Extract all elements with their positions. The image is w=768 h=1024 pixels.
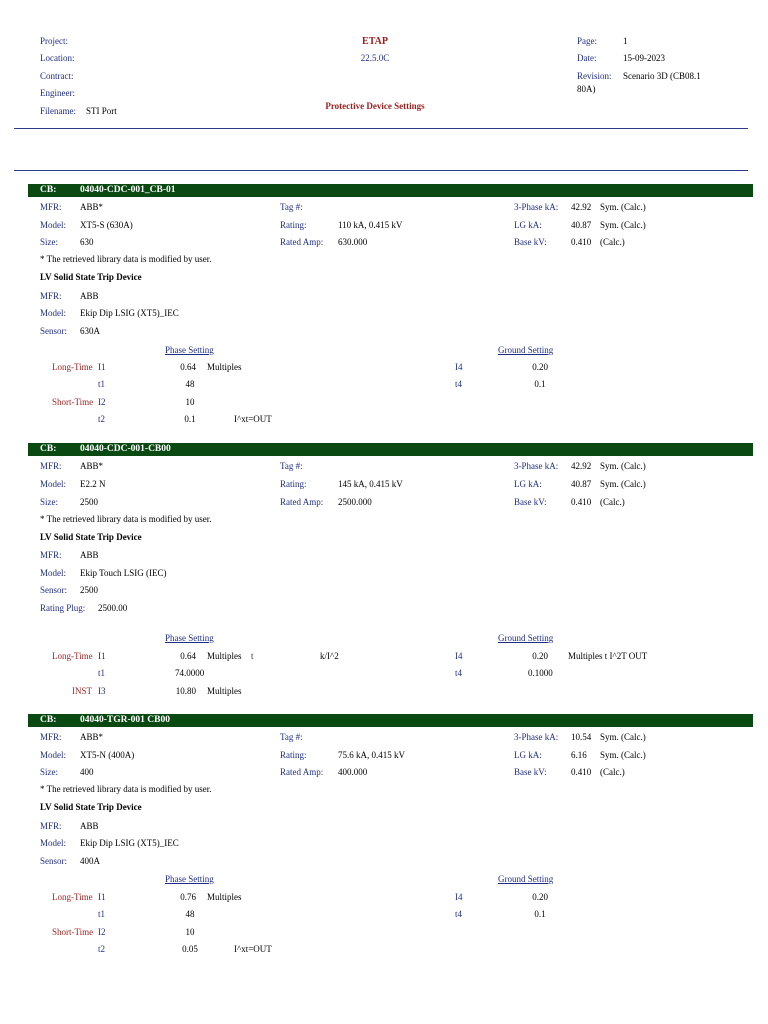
page-value: 1: [623, 36, 628, 46]
lg-note: Sym. (Calc.): [600, 750, 646, 760]
rating-value: 145 kA, 0.415 kV: [338, 479, 403, 489]
trip-mfr-label: MFR:: [40, 291, 62, 301]
date-label: Date:: [577, 53, 597, 63]
rating-label: Rating:: [280, 750, 307, 760]
rating-label: Rating:: [280, 479, 307, 489]
tag-label: Tag #:: [280, 202, 303, 212]
modified-note: * The retrieved library data is modified by user.: [40, 784, 212, 794]
t2-note: I^xt=OUT: [234, 944, 272, 954]
threephase-value: 42.92: [571, 461, 592, 471]
i3-unit: Multiples: [207, 686, 242, 696]
i1-unit: Multiples: [207, 651, 242, 661]
mfr-label: MFR:: [40, 461, 62, 471]
t1-value: 74.0000: [175, 668, 205, 678]
size-value: 630: [80, 237, 94, 247]
cb-label: CB:: [40, 444, 57, 454]
basekv-label: Base kV:: [514, 497, 547, 507]
trip-device-title: LV Solid State Trip Device: [40, 272, 142, 282]
inst-label: INST: [72, 686, 92, 696]
cb-id: 04040-TGR-001 CB00: [80, 715, 170, 725]
threephase-value: 42.92: [571, 202, 592, 212]
t2-note: I^xt=OUT: [234, 414, 272, 424]
cb-header-bar: [28, 714, 753, 727]
cb-id: 04040-CDC-001_CB-01: [80, 185, 176, 195]
lg-label: LG kA:: [514, 479, 542, 489]
size-label: Size:: [40, 767, 58, 777]
t4-label: t4: [455, 909, 463, 919]
threephase-label: 3-Phase kA:: [514, 202, 559, 212]
section-divider: [14, 170, 748, 171]
i2-value: 10: [185, 397, 195, 407]
phase-setting-header: Phase Setting: [165, 345, 214, 355]
i1-curve: k/I^2: [320, 651, 339, 661]
i4-value: 0.20: [532, 651, 548, 661]
i1-unit: Multiples: [207, 892, 242, 902]
i2-value: 10: [185, 927, 195, 937]
lg-value: 6.16: [571, 750, 587, 760]
sensor-label: Sensor:: [40, 856, 67, 866]
rating-plug-label: Rating Plug:: [40, 603, 86, 613]
basekv-note: (Calc.): [600, 767, 625, 777]
t1-label: t1: [98, 668, 106, 678]
engineer-label: Engineer:: [40, 88, 75, 98]
t4-value: 0.1: [534, 909, 546, 919]
i1-t-label: t: [251, 651, 254, 661]
i4-value: 0.20: [532, 362, 548, 372]
trip-mfr-value: ABB: [80, 550, 99, 560]
t1-value: 48: [185, 379, 195, 389]
model-label: Model:: [40, 750, 66, 760]
page-label: Page:: [577, 36, 597, 46]
i2-label: I2: [98, 397, 106, 407]
model-label: Model:: [40, 479, 66, 489]
rated-amp-value: 400.000: [338, 767, 368, 777]
size-value: 2500: [80, 497, 98, 507]
trip-model-label: Model:: [40, 308, 66, 318]
tag-label: Tag #:: [280, 461, 303, 471]
rated-amp-label: Rated Amp:: [280, 767, 324, 777]
basekv-label: Base kV:: [514, 767, 547, 777]
rating-plug-value: 2500.00: [98, 603, 128, 613]
t4-value: 0.1000: [528, 668, 553, 678]
date-value: 15-09-2023: [623, 53, 665, 63]
threephase-note: Sym. (Calc.): [600, 732, 646, 742]
long-time-label: Long-Time: [52, 362, 93, 372]
i4-label: I4: [455, 892, 463, 902]
modified-note: * The retrieved library data is modified by user.: [40, 514, 212, 524]
long-time-label: Long-Time: [52, 892, 93, 902]
trip-model-value: Ekip Dip LSIG (XT5)_IEC: [80, 838, 179, 848]
t1-label: t1: [98, 909, 106, 919]
trip-mfr-label: MFR:: [40, 550, 62, 560]
i3-value: 10.80: [175, 686, 196, 696]
cb-label: CB:: [40, 185, 57, 195]
app-name: ETAP: [362, 36, 388, 47]
cb-id: 04040-CDC-001-CB00: [80, 444, 171, 454]
trip-model-label: Model:: [40, 838, 66, 848]
mfr-label: MFR:: [40, 202, 62, 212]
model-value: XT5-N (400A): [80, 750, 135, 760]
phase-setting-header: Phase Setting: [165, 633, 214, 643]
i1-label: I1: [98, 892, 106, 902]
t2-label: t2: [98, 414, 106, 424]
trip-device-title: LV Solid State Trip Device: [40, 532, 142, 542]
project-label: Project:: [40, 36, 68, 46]
i4-label: I4: [455, 362, 463, 372]
i1-label: I1: [98, 651, 106, 661]
sensor-value: 400A: [80, 856, 100, 866]
t1-label: t1: [98, 379, 106, 389]
size-label: Size:: [40, 497, 58, 507]
trip-model-label: Model:: [40, 568, 66, 578]
lg-note: Sym. (Calc.): [600, 220, 646, 230]
t2-value: 0.05: [182, 944, 198, 954]
model-value: E2.2 N: [80, 479, 106, 489]
long-time-label: Long-Time: [52, 651, 93, 661]
report-title: Protective Device Settings: [325, 101, 425, 111]
short-time-label: Short-Time: [52, 397, 94, 407]
t1-value: 48: [185, 909, 195, 919]
i1-unit: Multiples: [207, 362, 242, 372]
i1-value: 0.64: [180, 651, 196, 661]
trip-model-value: Ekip Touch LSIG (IEC): [80, 568, 167, 578]
size-value: 400: [80, 767, 94, 777]
rating-value: 75.6 kA, 0.415 kV: [338, 750, 405, 760]
revision-label: Revision:: [577, 71, 612, 81]
modified-note: * The retrieved library data is modified by user.: [40, 254, 212, 264]
cb-header-bar: [28, 184, 753, 197]
phase-setting-header: Phase Setting: [165, 874, 214, 884]
threephase-label: 3-Phase kA:: [514, 732, 559, 742]
trip-mfr-label: MFR:: [40, 821, 62, 831]
trip-model-value: Ekip Dip LSIG (XT5)_IEC: [80, 308, 179, 318]
rating-label: Rating:: [280, 220, 307, 230]
mfr-label: MFR:: [40, 732, 62, 742]
contract-label: Contract:: [40, 71, 74, 81]
sensor-value: 2500: [80, 585, 98, 595]
filename-label: Filename:: [40, 106, 76, 116]
trip-mfr-value: ABB: [80, 291, 99, 301]
rated-amp-value: 2500.000: [338, 497, 372, 507]
i4-label: I4: [455, 651, 463, 661]
mfr-value: ABB*: [80, 461, 104, 471]
mfr-value: ABB*: [80, 202, 104, 212]
threephase-note: Sym. (Calc.): [600, 202, 646, 212]
app-version: 22.5.0C: [360, 53, 390, 63]
basekv-value: 0.410: [571, 767, 592, 777]
mfr-value: ABB*: [80, 732, 104, 742]
basekv-value: 0.410: [571, 497, 592, 507]
lg-label: LG kA:: [514, 750, 542, 760]
rated-amp-label: Rated Amp:: [280, 237, 324, 247]
sensor-label: Sensor:: [40, 585, 67, 595]
model-value: XT5-S (630A): [80, 220, 133, 230]
i3-label: I3: [98, 686, 106, 696]
i4-note: Multiples t I^2T OUT: [568, 651, 648, 661]
sensor-value: 630A: [80, 326, 100, 336]
t4-label: t4: [455, 379, 463, 389]
lg-note: Sym. (Calc.): [600, 479, 646, 489]
revision-value: Scenario 3D (CB08.1: [623, 71, 701, 81]
threephase-label: 3-Phase kA:: [514, 461, 559, 471]
i1-label: I1: [98, 362, 106, 372]
cb-label: CB:: [40, 715, 57, 725]
lg-label: LG kA:: [514, 220, 542, 230]
filename-value: STI Port: [86, 106, 117, 116]
revision-value-cont: 80A): [577, 84, 596, 94]
location-label: Location:: [40, 53, 75, 63]
i2-label: I2: [98, 927, 106, 937]
rated-amp-label: Rated Amp:: [280, 497, 324, 507]
i1-value: 0.64: [180, 362, 196, 372]
ground-setting-header: Ground Setting: [498, 874, 554, 884]
ground-setting-header: Ground Setting: [498, 633, 554, 643]
size-label: Size:: [40, 237, 58, 247]
threephase-note: Sym. (Calc.): [600, 461, 646, 471]
basekv-label: Base kV:: [514, 237, 547, 247]
t2-value: 0.1: [184, 414, 196, 424]
basekv-note: (Calc.): [600, 237, 625, 247]
t4-value: 0.1: [534, 379, 546, 389]
cb-header-bar: [28, 443, 753, 456]
i4-value: 0.20: [532, 892, 548, 902]
ground-setting-header: Ground Setting: [498, 345, 554, 355]
tag-label: Tag #:: [280, 732, 303, 742]
short-time-label: Short-Time: [52, 927, 94, 937]
rating-value: 110 kA, 0.415 kV: [338, 220, 403, 230]
basekv-note: (Calc.): [600, 497, 625, 507]
basekv-value: 0.410: [571, 237, 592, 247]
model-label: Model:: [40, 220, 66, 230]
i1-value: 0.76: [180, 892, 196, 902]
trip-mfr-value: ABB: [80, 821, 99, 831]
lg-value: 40.87: [571, 479, 592, 489]
t4-label: t4: [455, 668, 463, 678]
trip-device-title: LV Solid State Trip Device: [40, 802, 142, 812]
rated-amp-value: 630.000: [338, 237, 368, 247]
lg-value: 40.87: [571, 220, 592, 230]
sensor-label: Sensor:: [40, 326, 67, 336]
t2-label: t2: [98, 944, 106, 954]
header-divider: [14, 128, 748, 129]
threephase-value: 10.54: [571, 732, 592, 742]
